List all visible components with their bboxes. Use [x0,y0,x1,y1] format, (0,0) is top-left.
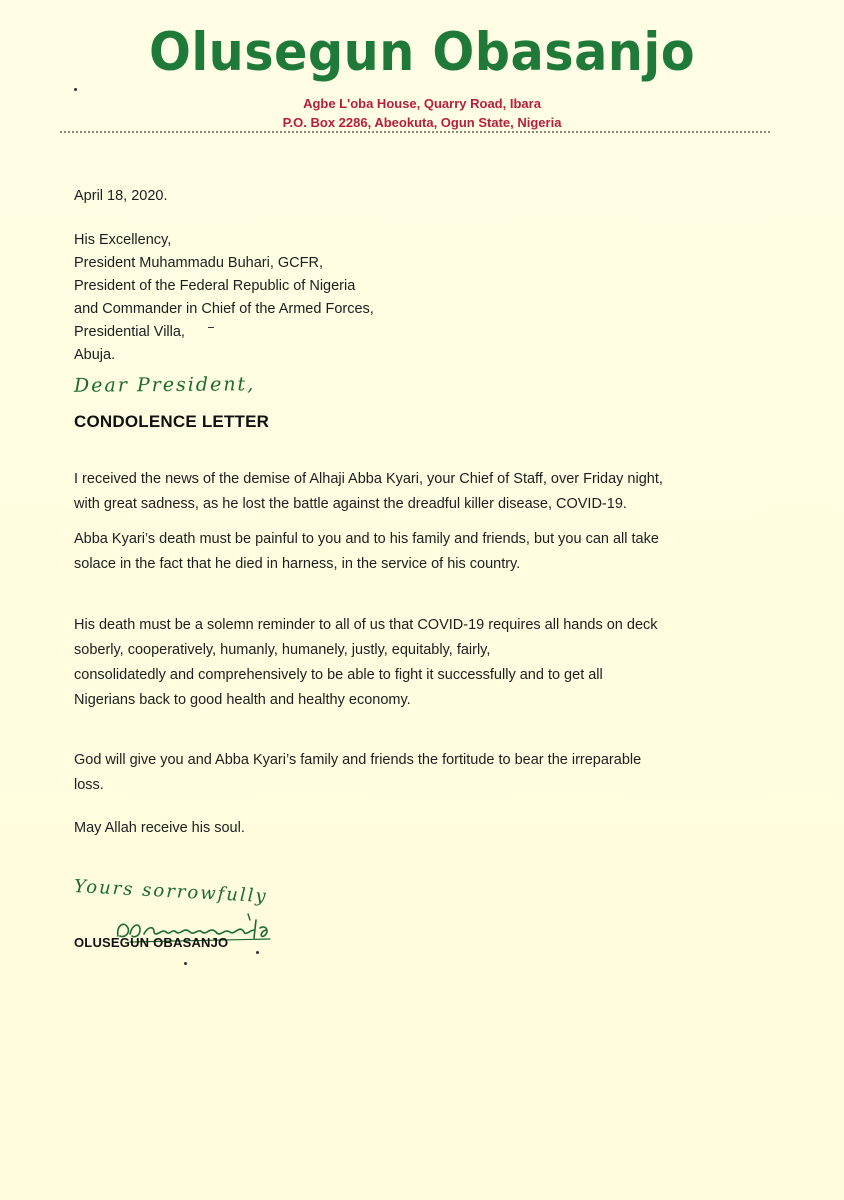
paragraph-line: May Allah receive his soul. [74,820,245,836]
paragraph-line: soberly, cooperatively, humanly, humanely, justly, equitably, fairly, [74,642,491,658]
signatory-name: OLUSEGUN OBASANJO [74,935,229,950]
letterhead-address-line-1: Agbe L'oba House, Quarry Road, Ibara [303,96,541,111]
body-paragraph [74,748,764,798]
paragraph-line: God will give you and Abba Kyari’s family and friends the fortitude to bear the irreparable [74,752,642,768]
paper-speck [74,88,77,91]
paragraph-line: loss. [74,777,104,793]
recipient-line: Presidential Villa, [74,324,185,340]
letterhead-address-line-2: P.O. Box 2286, Abeokuta, Ogun State, Nigeria [282,115,562,130]
letterhead-divider [60,131,770,133]
body-paragraph [74,467,764,517]
paragraph-line: Abba Kyari’s death must be painful to you and to his family and friends, but you can all take [74,531,659,547]
body-paragraph [74,613,764,713]
body-paragraph [74,816,764,841]
letter-date: April 18, 2020. [74,188,168,204]
paragraph-line: with great sadness, as he lost the battle against the dreadful killer disease, COVID-19. [74,496,627,512]
body-paragraph [74,527,764,577]
handwritten-closing: Yours sorrowfully [73,876,269,908]
letter-subject: CONDOLENCE LETTER [74,412,270,431]
paragraph-line: His death must be a solemn reminder to all of us that COVID-19 requires all hands on deck [74,617,658,633]
paragraph-line: solace in the fact that he died in harness, in the service of his country. [74,556,521,572]
recipient-line: President of the Federal Republic of Nigeria [74,278,356,294]
recipient-address [74,229,754,367]
paragraph-line: Nigerians back to good health and healthy economy. [74,692,411,708]
paragraph-line: I received the news of the demise of Alhaji Abba Kyari, your Chief of Staff, over Friday night, [74,471,663,487]
recipient-line: and Commander in Chief of the Armed Forces, [74,301,374,317]
paper-speck [184,962,187,965]
paper-speck [256,951,259,954]
handwritten-salutation: Dear President, [73,373,256,397]
letterhead-name: Olusegun Obasanjo [148,22,696,83]
recipient-line: President Muhammadu Buhari, GCFR, [74,255,324,271]
paragraph-line: consolidatedly and comprehensively to be able to fight it successfully and to get all [74,667,603,683]
recipient-line: His Excellency, [74,232,172,248]
recipient-line: Abuja. [74,347,116,363]
